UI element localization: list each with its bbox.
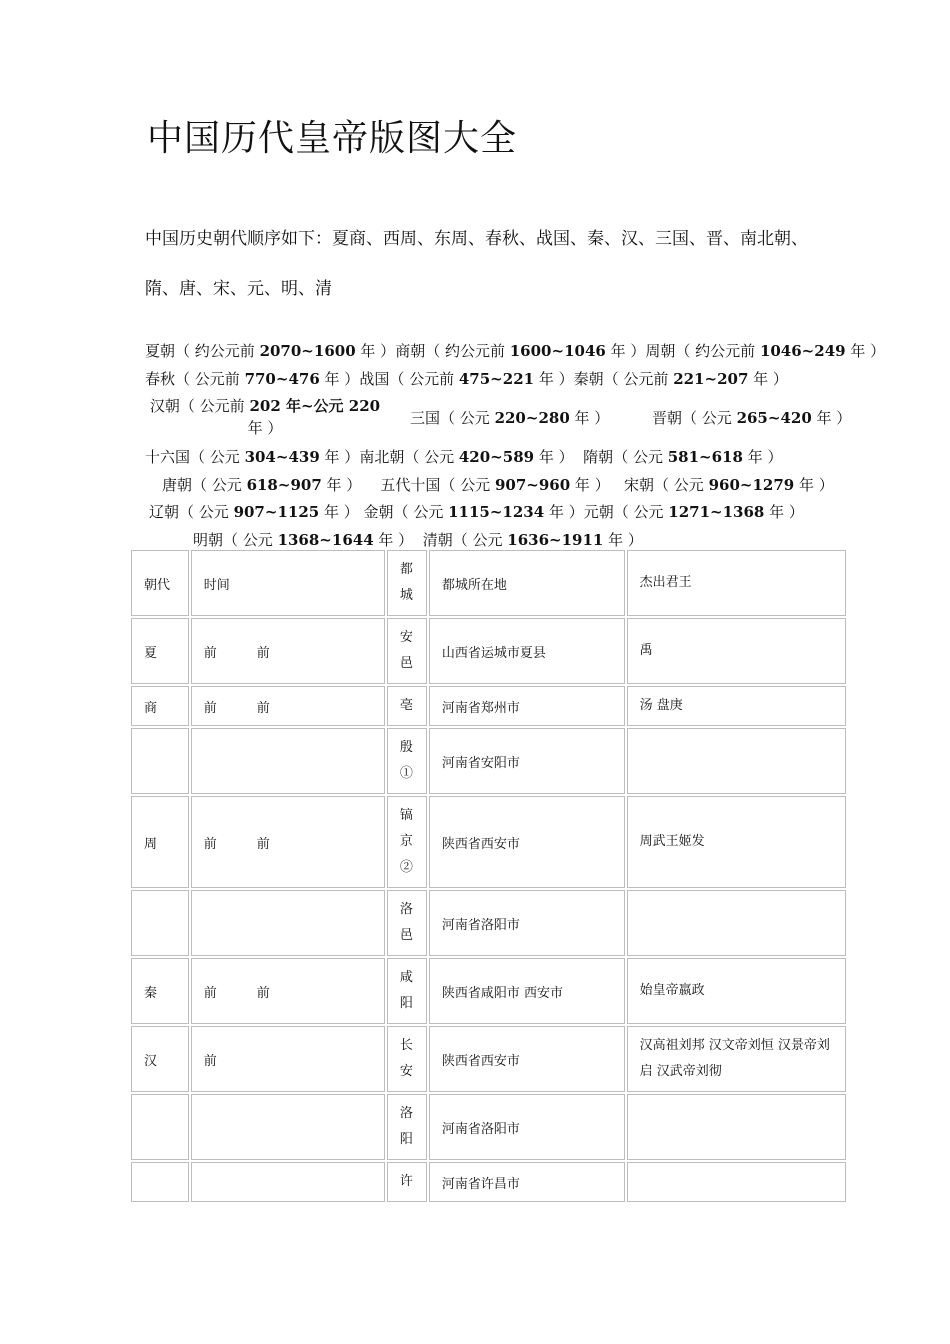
- cell-dynasty: [131, 1094, 189, 1160]
- cell-dynasty: [131, 728, 189, 794]
- era-jin: 晋朝（ 公元 265~420 年 ）: [652, 409, 852, 427]
- era-list-line: [193, 529, 643, 550]
- cell-location: 河南省洛阳市: [429, 1094, 625, 1160]
- era-sanguo: 三国（ 公元 220~280 年 ）: [410, 409, 610, 427]
- cell-time: 前 前: [191, 618, 385, 684]
- era-jinchao: 金朝（ 公元 1115~1234 年 ）: [363, 503, 584, 521]
- cell-location: 陕西省咸阳市 西安市: [429, 958, 625, 1024]
- cell-dynasty: 夏: [131, 618, 189, 684]
- cell-location: 山西省运城市夏县: [429, 618, 625, 684]
- cell-time: [191, 890, 385, 956]
- cell-time: 前 前: [191, 958, 385, 1024]
- cell-dynasty: 周: [131, 796, 189, 888]
- header-location: 都城所在地: [429, 550, 625, 616]
- cell-rulers: 始皇帝嬴政: [627, 958, 846, 1024]
- page-title: 中国历代皇帝版图大全: [147, 118, 518, 159]
- cell-capital: 洛邑: [387, 890, 427, 956]
- era-zhanguo: 战国（ 公元前 475~221 年 ）: [359, 370, 574, 388]
- cell-rulers: 禹: [627, 618, 846, 684]
- cell-rulers: 汤 盘庚: [627, 686, 846, 726]
- cell-rulers: 汉高祖刘邦 汉文帝刘恒 汉景帝刘启 汉武帝刘彻: [627, 1026, 846, 1092]
- era-list-line: [149, 501, 804, 522]
- cell-capital: 洛阳: [387, 1094, 427, 1160]
- era-chunqiu: 春秋（ 公元前 770~476 年 ）: [145, 370, 360, 388]
- era-qing: 清朝（ 公元 1636~1911 年 ）: [422, 531, 643, 549]
- era-shiliuguo: 十六国（ 公元 304~439 年 ）: [145, 448, 360, 466]
- table-row: [131, 686, 846, 726]
- era-ming: 明朝（ 公元 1368~1644 年 ）: [193, 531, 414, 549]
- header-time: 时间: [191, 550, 385, 616]
- cell-location: 河南省许昌市: [429, 1162, 625, 1202]
- era-list-line: [145, 340, 885, 361]
- table-row: [131, 796, 846, 888]
- era-tang: 唐朝（ 公元 618~907 年 ）: [162, 476, 362, 494]
- cell-time: 前: [191, 1026, 385, 1092]
- intro-line-1: 中国历史朝代顺序如下：夏商、西周、东周、春秋、战国、秦、汉、三国、晋、南北朝、: [145, 229, 808, 249]
- era-liao: 辽朝（ 公元 907~1125 年 ）: [149, 503, 359, 521]
- era-nanbeichao: 南北朝（ 公元 420~589 年 ）: [359, 448, 574, 466]
- cell-rulers: [627, 890, 846, 956]
- header-rulers: 杰出君王: [627, 550, 846, 616]
- cell-time: [191, 1162, 385, 1202]
- era-han: 汉朝（ 公元前 202 年~公元 220 年 ）: [149, 397, 381, 437]
- era-list-line: [162, 474, 834, 495]
- cell-rulers: 周武王姬发: [627, 796, 846, 888]
- cell-rulers: [627, 1162, 846, 1202]
- table-row: [131, 618, 846, 684]
- era-xia: 夏朝（ 约公元前 2070~1600 年 ）: [145, 342, 396, 360]
- cell-capital: 咸阳: [387, 958, 427, 1024]
- table-row: [131, 728, 846, 794]
- cell-capital: 许: [387, 1162, 427, 1202]
- cell-location: 河南省洛阳市: [429, 890, 625, 956]
- era-song: 宋朝（ 公元 960~1279 年 ）: [624, 476, 834, 494]
- cell-dynasty: [131, 1162, 189, 1202]
- table-row: [131, 958, 846, 1024]
- cell-capital: 安邑: [387, 618, 427, 684]
- era-qin: 秦朝（ 公元前 221~207 年 ）: [573, 370, 788, 388]
- cell-capital: 殷①: [387, 728, 427, 794]
- table-row: [131, 1094, 846, 1160]
- dynasty-capitals-table: [129, 548, 848, 1204]
- era-list-line: [145, 368, 788, 389]
- cell-capital: 亳: [387, 686, 427, 726]
- cell-dynasty: 汉: [131, 1026, 189, 1092]
- cell-dynasty: 商: [131, 686, 189, 726]
- cell-capital: 长安: [387, 1026, 427, 1092]
- era-zhou: 周朝（ 约公元前 1046~249 年 ）: [645, 342, 886, 360]
- cell-dynasty: [131, 890, 189, 956]
- cell-capital: 镐京②: [387, 796, 427, 888]
- era-sui: 隋朝（ 公元 581~618 年 ）: [583, 448, 783, 466]
- cell-location: 河南省郑州市: [429, 686, 625, 726]
- era-wudai: 五代十国（ 公元 907~960 年 ）: [380, 476, 610, 494]
- cell-location: 河南省安阳市: [429, 728, 625, 794]
- cell-rulers: [627, 1094, 846, 1160]
- table-header-row: [131, 550, 846, 616]
- cell-time: [191, 1094, 385, 1160]
- era-shang: 商朝（ 约公元前 1600~1046 年 ）: [395, 342, 646, 360]
- cell-time: 前 前: [191, 796, 385, 888]
- cell-rulers: [627, 728, 846, 794]
- cell-time: [191, 728, 385, 794]
- era-yuan: 元朝（ 公元 1271~1368 年 ）: [583, 503, 804, 521]
- table-row: [131, 890, 846, 956]
- header-dynasty: 朝代: [131, 550, 189, 616]
- era-list-line: [145, 446, 782, 467]
- cell-dynasty: 秦: [131, 958, 189, 1024]
- cell-location: 陕西省西安市: [429, 796, 625, 888]
- header-capital: 都城: [387, 550, 427, 616]
- cell-time: 前 前: [191, 686, 385, 726]
- cell-location: 陕西省西安市: [429, 1026, 625, 1092]
- table-row: [131, 1162, 846, 1202]
- intro-line-2: 隋、唐、宋、元、明、清: [145, 279, 332, 299]
- table-row: [131, 1026, 846, 1092]
